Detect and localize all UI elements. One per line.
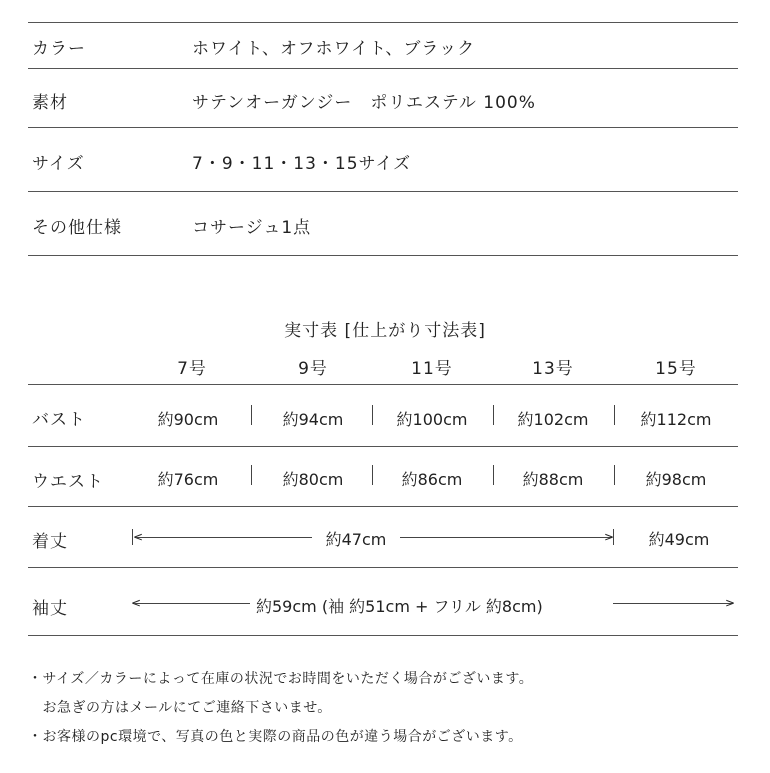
divider	[28, 635, 738, 636]
note-line: ・サイズ／カラーによって在庫の状況でお時間をいただく場合がございます。	[28, 671, 534, 687]
arrow-right-icon: >	[725, 596, 736, 610]
cell-separator	[251, 465, 252, 485]
spec-value-other: コサージュ1点	[192, 218, 312, 238]
spec-value-color: ホワイト、オフホワイト、ブラック	[192, 39, 476, 59]
span-arrow-line	[136, 537, 312, 538]
spec-label-size: サイズ	[32, 154, 85, 174]
column-header-13: 13号	[532, 359, 574, 379]
table-cell: 約112cm	[640, 410, 712, 429]
column-header-9: 9号	[298, 359, 328, 379]
divider	[28, 22, 738, 23]
divider	[28, 446, 738, 447]
divider	[28, 191, 738, 192]
arrow-left-icon: <	[133, 530, 144, 544]
spec-value-size: 7・9・11・13・15サイズ	[192, 154, 412, 174]
row-label-waist: ウエスト	[32, 472, 104, 492]
table-cell: 約90cm	[157, 410, 219, 429]
arrow-left-icon: <	[131, 596, 142, 610]
spec-label-color: カラー	[32, 39, 86, 59]
note-line: ・お客様のpc環境で、写真の色と実際の商品の色が違う場合がございます。	[28, 729, 523, 745]
divider	[28, 384, 738, 385]
table-cell: 約80cm	[282, 470, 344, 489]
column-header-11: 11号	[411, 359, 453, 379]
size-table-title: 実寸表 [仕上がり寸法表]	[284, 321, 486, 341]
table-cell: 約94cm	[282, 410, 344, 429]
spec-label-material: 素材	[32, 93, 68, 113]
span-value: 約59cm (袖 約51cm + フリル 約8cm)	[256, 597, 543, 616]
table-cell: 約102cm	[517, 410, 589, 429]
divider	[28, 567, 738, 568]
spec-label-other: その他仕様	[32, 218, 122, 238]
table-cell: 約98cm	[645, 470, 707, 489]
row-label-sleeve: 袖丈	[32, 599, 68, 619]
span-arrow-end-tick	[613, 529, 614, 545]
spec-value-material: サテンオーガンジー ポリエステル 100%	[192, 93, 536, 113]
row-label-bust: バスト	[32, 410, 86, 430]
note-line: お急ぎの方はメールにてご連絡下さいませ。	[28, 700, 332, 716]
span-arrow-line	[134, 603, 250, 604]
divider	[28, 127, 738, 128]
row-label-length: 着丈	[32, 532, 68, 552]
span-arrow-line	[613, 603, 732, 604]
cell-separator	[614, 465, 615, 485]
span-arrow-line	[400, 537, 612, 538]
table-cell: 約76cm	[157, 470, 219, 489]
table-cell: 約49cm	[648, 530, 710, 549]
divider	[28, 255, 738, 256]
column-header-7: 7号	[177, 359, 207, 379]
table-cell: 約86cm	[401, 470, 463, 489]
span-value: 約47cm	[325, 530, 387, 549]
cell-separator	[614, 405, 615, 425]
table-cell: 約88cm	[522, 470, 584, 489]
divider	[28, 506, 738, 507]
cell-separator	[251, 405, 252, 425]
arrow-right-icon: >	[604, 530, 615, 544]
column-header-15: 15号	[655, 359, 697, 379]
divider	[28, 68, 738, 69]
table-cell: 約100cm	[396, 410, 468, 429]
